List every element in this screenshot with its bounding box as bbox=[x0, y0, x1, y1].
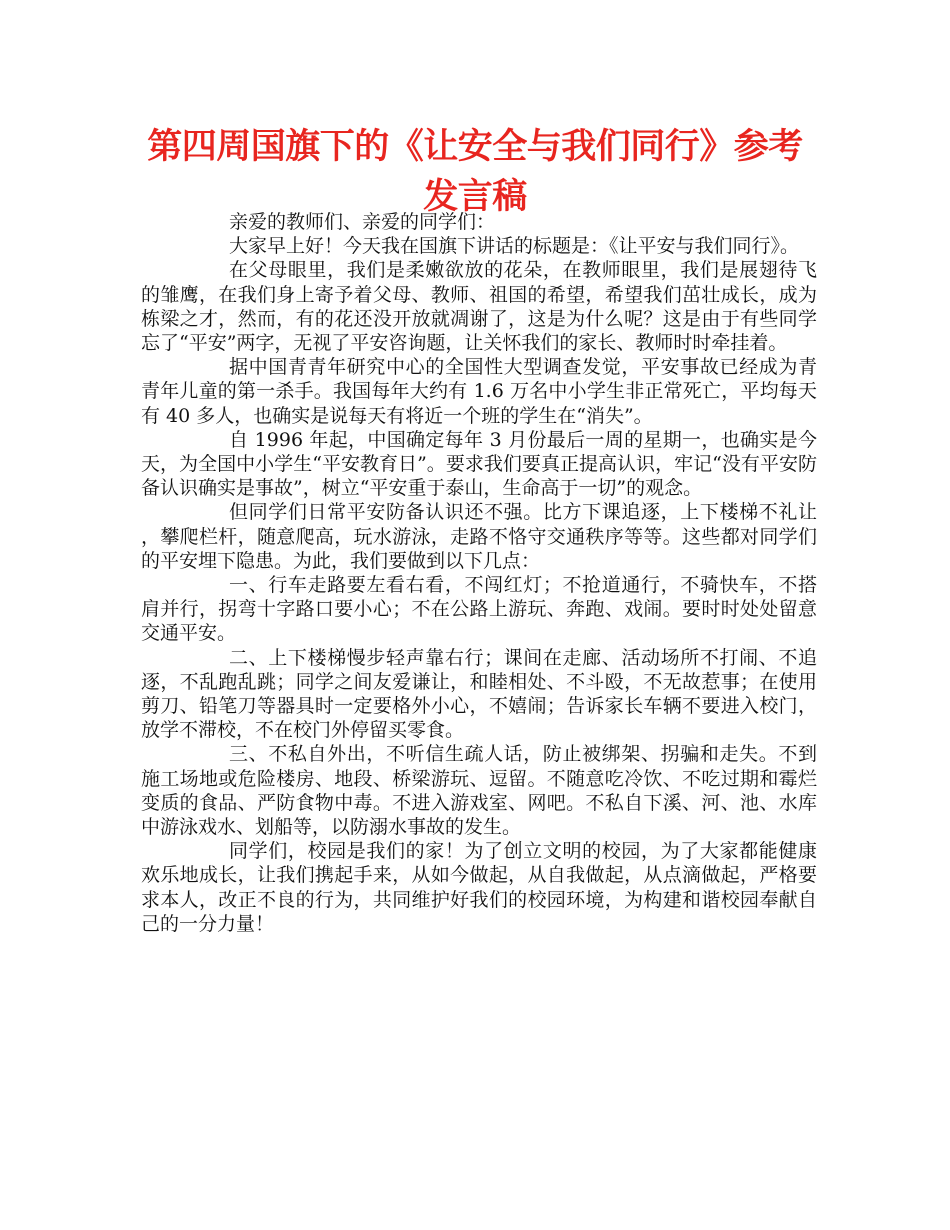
paragraph-point-one: 一、行车走路要左看右看，不闯红灯；不抢道通行，不骑快车，不搭肩并行，拐弯十字路口要小心；不在公路上游玩、奔跑、戏闹。要时时处处留意交通平安。 bbox=[141, 574, 817, 645]
document-title: 第四周国旗下的《让安全与我们同行》参考发言稿 bbox=[147, 127, 803, 217]
paragraph-greeting: 大家早上好！今天我在国旗下讲话的标题是：《让平安与我们同行》。 bbox=[229, 235, 800, 258]
paragraph-point-two: 二、上下楼梯慢步轻声靠右行；课间在走廊、活动场所不打闹、不追逐，不乱跑乱跳；同学之间友爱谦让，和睦相处、不斗殴，不无故惹事；在使用剪刀、铅笔刀等器具时一定要格外小心，不嬉闹；告诉家长车辆不要进入校门，放学不滞校，不在校门外停留买零食。 bbox=[141, 646, 817, 742]
paragraph-closing: 同学们，校园是我们的家！为了创立文明的校园，为了大家都能健康欢乐地成长，让我们携起手来，从如今做起，从自我做起，从点滴做起，严格要求本人，改正不良的行为，共同维护好我们的校园环境，为构建和谐校园奉献自己的一分力量！ bbox=[141, 840, 817, 935]
salutation: 亲爱的教师们、亲爱的同学们： bbox=[229, 211, 496, 233]
document-body bbox=[141, 210, 817, 936]
paragraph-hazards: 但同学们日常平安防备认识还不强。比方下课追逐，上下楼梯不礼让，攀爬栏杆，随意爬高，玩水游泳，走路不恪守交通秩序等等。这些都对同学们的平安埋下隐患。为此，我们要做到以下几点： bbox=[141, 501, 817, 572]
paragraph-point-three: 三、不私自外出，不听信生疏人话，防止被绑架、拐骗和走失。不到施工场地或危险楼房、地段、桥梁游玩、逗留。不随意吃冷饮、不吃过期和霉烂变质的食品、严防食物中毒。不进入游戏室、网吧。不私自下溪、河、池、水库中游泳戏水、划船等，以防溺水事故的发生。 bbox=[141, 743, 817, 839]
paragraph-flowers: 在父母眼里，我们是柔嫩欲放的花朵，在教师眼里，我们是展翅待飞的雏鹰，在我们身上寄予着父母、教师、祖国的希望，希望我们茁壮成长，成为栋梁之才，然而，有的花还没开放就凋谢了，这是为什么呢？这是由于有些同学忘了“平安”两字，无视了平安咨询题，让关怀我们的家长、教师时时牵挂着。 bbox=[141, 259, 817, 355]
paragraph-statistics: 据中国青青年研究中心的全国性大型调查发觉，平安事故已经成为青青年儿童的第一杀手。我国每年大约有 1.6 万名中小学生非正常死亡，平均每天有 40 多人，也确实是说每天有将近一个班的学生在“消失”。 bbox=[141, 356, 817, 427]
paragraph-safety-day: 自 1996 年起，中国确定每年 3 月份最后一周的星期一，也确实是今天，为全国中小学生“平安教育日”。要求我们要真正提高认识，牢记“没有平安防备认识确实是事故”，树立“平安重于泰山，生命高于一切”的观念。 bbox=[141, 428, 817, 500]
